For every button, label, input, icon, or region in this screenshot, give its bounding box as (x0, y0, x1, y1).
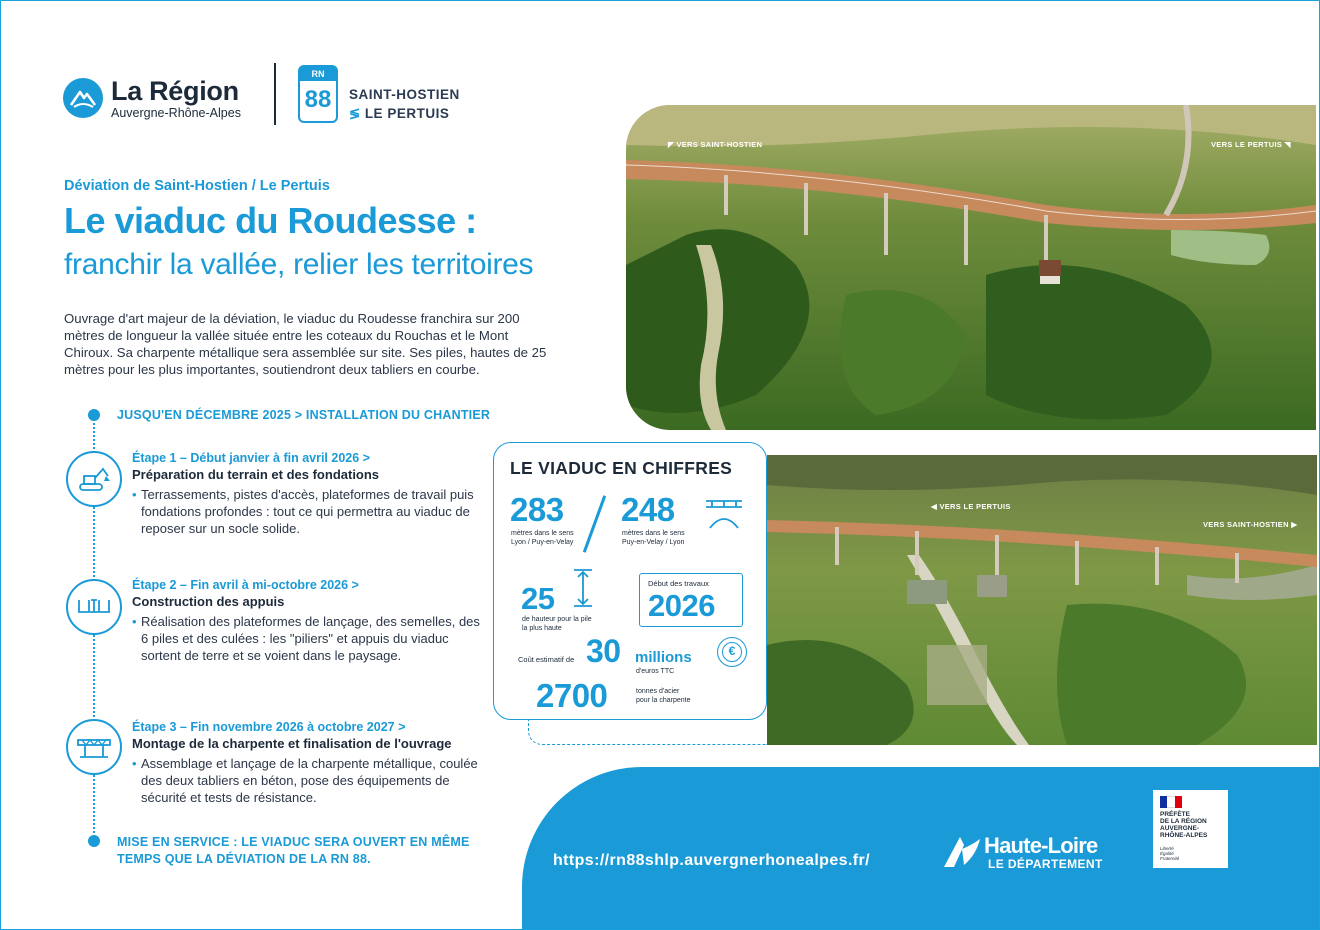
step-3-title: Étape 3 – Fin novembre 2026 à octobre 2027 > (132, 720, 406, 734)
prefet-motto (1160, 846, 1179, 861)
timeline-end-line1: MISE EN SERVICE : LE VIADUC SERA OUVERT EN MÊME (117, 835, 470, 849)
cost-value: 30 (586, 633, 621, 669)
rn-badge-number: 88 (304, 86, 332, 113)
steel-label-1: tonnes d'acier (636, 688, 680, 695)
height-label-2: la plus haute (522, 624, 562, 632)
length-1-label-2: Lyon / Puy-en-Velay (511, 538, 574, 546)
pillars-icon (66, 579, 122, 635)
aerial-photo-bottom (767, 455, 1317, 745)
step-1 (132, 451, 482, 537)
rn88-badge (298, 65, 338, 123)
cost-unit: millions (635, 649, 692, 666)
cost-prefix: Coût estimatif de (518, 655, 575, 664)
timeline-dot-start (88, 409, 100, 421)
dept-sub: LE DÉPARTEMENT (988, 857, 1103, 871)
photo-bottom-label-left: ◀ VERS LE PERTUIS (931, 502, 1011, 511)
bridge-icon (66, 719, 122, 775)
aerial-photo-top (626, 105, 1316, 430)
prefet-line1: PRÉFÈTE (1160, 811, 1190, 818)
photo-top-label-right: VERS LE PERTUIS ◥ (1211, 140, 1291, 149)
step-2-title: Étape 2 – Fin avril à mi-octobre 2026 > (132, 578, 359, 592)
timeline-end-line2: TEMPS QUE LA DÉVIATION DE LA RN 88. (117, 852, 371, 866)
length-2-label (622, 530, 685, 547)
length-1-label (511, 530, 574, 547)
steel-label-2: pour la charpente (636, 696, 691, 704)
photo-bottom-label-right-text: VERS SAINT-HOSTIEN (1203, 520, 1289, 529)
step-1-title: Étape 1 – Début janvier à fin avril 2026 > (132, 451, 370, 465)
prefet-line3: AUVERGNE- (1160, 825, 1200, 832)
step-3-body: • Assemblage et lançage de la charpente métallique, coulée des deux tabliers en béton, pose des équipements de sécurité et tests de résistance. (132, 755, 482, 806)
step-3 (132, 720, 482, 806)
region-name: La Région (111, 76, 239, 106)
cost-suffix: d'euros TTC (636, 668, 675, 675)
prefet-line2: DE LA RÉGION (1160, 818, 1207, 825)
french-flag-icon (1160, 796, 1182, 808)
euro-icon: € (717, 637, 747, 667)
height-label-1: de hauteur pour la pile (522, 616, 592, 623)
bridge-length-icon (704, 498, 744, 537)
length-2-value: 248 (621, 491, 675, 528)
steel-value: 2700 (536, 677, 608, 714)
intro-text: Ouvrage d'art majeur de la déviation, le viaduc du Roudesse franchira sur 200 mètres de longueur la vallée située entre les coteaux du Rouchas et le Mont Chiroux. Sa charpente métallique sera assemblée sur site. Ses piles, hautes de 25 mètres pour les plus importantes, soutiendront deux tabliers en courbe. (64, 311, 547, 377)
figures-title: LE VIADUC EN CHIFFRES (510, 458, 733, 478)
step-2-heading: Construction des appuis (132, 594, 285, 609)
length-1-label-1: mètres dans le sens (511, 530, 574, 537)
dept-name: Haute-Loire (984, 833, 1098, 858)
height-arrow-icon (572, 568, 594, 613)
motto-line2: Égalité (1160, 851, 1174, 856)
motto-line3: Fraternité (1160, 856, 1180, 861)
rn-badge-top: RN (300, 67, 336, 81)
haute-loire-mark-icon (942, 835, 982, 874)
photo-bottom-label-left-text: VERS LE PERTUIS (939, 502, 1011, 511)
length-2-label-2: Puy-en-Velay / Lyon (622, 538, 685, 546)
start-year-value: 2026 (648, 588, 715, 623)
header-divider (274, 63, 276, 125)
photo-top-label-right-text: VERS LE PERTUIS (1211, 140, 1283, 149)
s-curve-icon: ≶ (349, 106, 361, 121)
timeline-end (117, 834, 470, 868)
project-line1: SAINT-HOSTIEN (349, 87, 460, 102)
step-2 (132, 578, 482, 664)
project-line2: LE PERTUIS (364, 106, 450, 121)
page-subtitle: franchir la vallée, relier les territoires (64, 248, 534, 281)
start-year-box (639, 573, 743, 627)
excavator-icon (66, 451, 122, 507)
height-label (522, 616, 592, 633)
page-title: Le viaduc du Roudesse : (64, 200, 477, 241)
photo-bottom-label-right: VERS SAINT-HOSTIEN ▶ (1203, 520, 1298, 529)
region-sub: Auvergne-Rhône-Alpes (111, 106, 241, 120)
mountain-icon (63, 78, 103, 118)
figures-dash (528, 720, 767, 745)
height-value: 25 (521, 581, 555, 616)
photo-top-label-left-text: VERS SAINT-HOSTIEN (676, 140, 763, 149)
kicker: Déviation de Saint-Hostien / Le Pertuis (64, 178, 330, 194)
step-1-heading: Préparation du terrain et des fondations (132, 467, 380, 482)
photo-top-label-left: ◤ VERS SAINT-HOSTIEN (668, 140, 763, 149)
length-2-label-1: mètres dans le sens (622, 530, 685, 537)
timeline-dot-end (88, 835, 100, 847)
timeline-start: JUSQU'EN DÉCEMBRE 2025 > INSTALLATION DU CHANTIER (117, 408, 491, 422)
step-1-body: • Terrassements, pistes d'accès, plateformes de travail puis fondations profondes : tout ce qui permettra au viaduc de reposer sur un socle solide. (132, 486, 482, 537)
step-3-heading: Montage de la charpente et finalisation de l'ouvrage (132, 736, 452, 751)
prefet-title (1160, 811, 1207, 839)
motto-line1: Liberté (1160, 846, 1174, 851)
steel-label (636, 688, 690, 705)
step-2-body: • Réalisation des plateformes de lançage, des semelles, des 6 piles et des culées : les "piliers" et appuis du viaduc sortent de terre et se voient dans le paysage. (132, 613, 482, 664)
region-logo (63, 76, 241, 120)
start-year-label: Début des travaux (648, 579, 709, 588)
prefet-line4: RHÔNE-ALPES (1160, 832, 1208, 839)
project-name (349, 85, 460, 123)
length-1-value: 283 (510, 491, 564, 528)
website-link[interactable]: https://rn88shlp.auvergnerhonealpes.fr/ (553, 852, 870, 869)
prefet-logo (1153, 790, 1228, 868)
